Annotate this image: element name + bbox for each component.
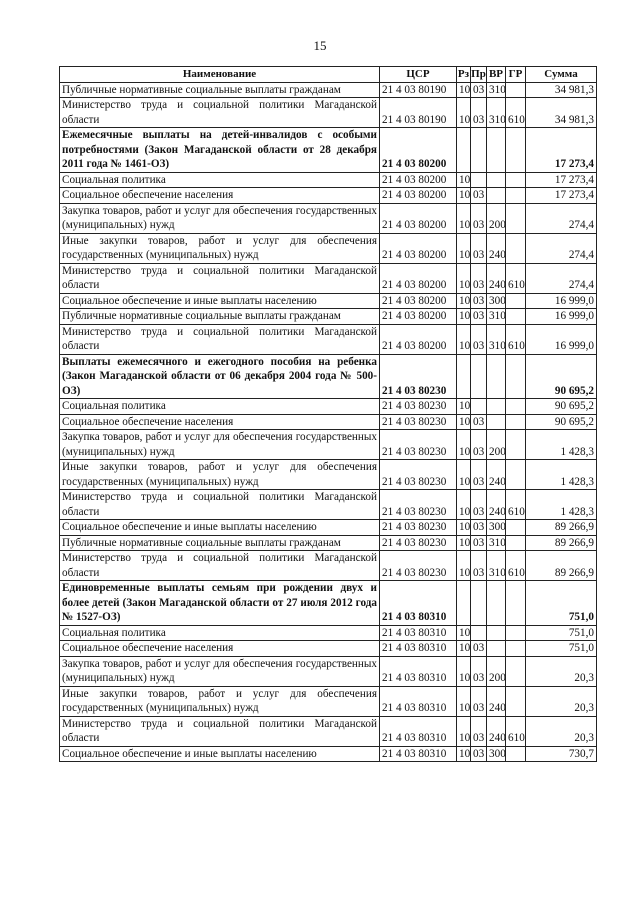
row-csr: 21 4 03 80200 [380, 293, 457, 309]
row-gr [506, 309, 526, 325]
row-vr: 200 [487, 203, 506, 233]
table-row [60, 172, 597, 188]
row-csr: 21 4 03 80310 [380, 746, 457, 762]
row-csr: 21 4 03 80310 [380, 716, 457, 746]
row-name: Социальное обеспечение и иные выплаты населению [60, 520, 380, 536]
row-name: Социальное обеспечение населения [60, 414, 380, 430]
row-name: Иные закупки товаров, работ и услуг для обеспечения государственных (муниципальных) нужд [60, 460, 380, 490]
row-sum: 16 999,0 [526, 309, 597, 325]
row-name: Министерство труда и социальной политики Магаданской области [60, 490, 380, 520]
row-csr: 21 4 03 80200 [380, 203, 457, 233]
row-csr: 21 4 03 80200 [380, 128, 457, 173]
row-gr [506, 293, 526, 309]
row-sum: 20,3 [526, 716, 597, 746]
row-rz [457, 581, 471, 626]
table-row [60, 233, 597, 263]
row-name: Социальное обеспечение населения [60, 188, 380, 204]
row-sum: 1 428,3 [526, 490, 597, 520]
row-vr: 300 [487, 746, 506, 762]
table-row [60, 354, 597, 399]
table-row [60, 414, 597, 430]
row-gr [506, 128, 526, 173]
row-pr [471, 625, 487, 641]
row-pr: 03 [471, 520, 487, 536]
row-vr [487, 128, 506, 173]
row-gr [506, 656, 526, 686]
header-sum: Сумма [526, 67, 597, 83]
row-rz: 10 [457, 641, 471, 657]
table-row [60, 399, 597, 415]
row-pr: 03 [471, 551, 487, 581]
table-row [60, 128, 597, 173]
row-sum: 1 428,3 [526, 460, 597, 490]
row-sum: 89 266,9 [526, 520, 597, 536]
row-sum: 90 695,2 [526, 399, 597, 415]
row-gr [506, 172, 526, 188]
row-pr [471, 172, 487, 188]
row-name: Иные закупки товаров, работ и услуг для обеспечения государственных (муниципальных) нужд [60, 686, 380, 716]
row-pr: 03 [471, 535, 487, 551]
row-name: Министерство труда и социальной политики Магаданской области [60, 98, 380, 128]
row-vr [487, 399, 506, 415]
row-gr [506, 746, 526, 762]
row-pr: 03 [471, 656, 487, 686]
row-csr: 21 4 03 80200 [380, 233, 457, 263]
row-pr: 03 [471, 324, 487, 354]
row-gr: 610 [506, 263, 526, 293]
row-vr: 200 [487, 656, 506, 686]
row-pr: 03 [471, 98, 487, 128]
table-row [60, 581, 597, 626]
row-gr [506, 460, 526, 490]
row-vr: 240 [487, 716, 506, 746]
row-rz: 10 [457, 188, 471, 204]
row-rz: 10 [457, 656, 471, 686]
row-sum: 751,0 [526, 581, 597, 626]
row-pr [471, 581, 487, 626]
row-sum: 751,0 [526, 625, 597, 641]
row-rz: 10 [457, 625, 471, 641]
table-row [60, 82, 597, 98]
row-pr: 03 [471, 430, 487, 460]
row-name: Министерство труда и социальной политики Магаданской области [60, 324, 380, 354]
row-vr [487, 581, 506, 626]
row-name: Социальное обеспечение и иные выплаты населению [60, 293, 380, 309]
row-rz: 10 [457, 98, 471, 128]
row-csr: 21 4 03 80230 [380, 551, 457, 581]
row-rz: 10 [457, 293, 471, 309]
row-name: Выплаты ежемесячного и ежегодного пособия на ребенка (Закон Магаданской области от 06 декабря 2004 года № 500-ОЗ) [60, 354, 380, 399]
table-row [60, 98, 597, 128]
row-sum: 274,4 [526, 233, 597, 263]
row-name: Министерство труда и социальной политики Магаданской области [60, 263, 380, 293]
row-rz: 10 [457, 551, 471, 581]
row-name: Социальная политика [60, 399, 380, 415]
row-csr: 21 4 03 80230 [380, 414, 457, 430]
row-sum: 274,4 [526, 203, 597, 233]
row-pr [471, 128, 487, 173]
table-row [60, 263, 597, 293]
row-rz: 10 [457, 203, 471, 233]
table-body [60, 82, 597, 762]
row-vr [487, 354, 506, 399]
table-row [60, 460, 597, 490]
row-vr: 300 [487, 293, 506, 309]
table-row [60, 535, 597, 551]
row-csr: 21 4 03 80190 [380, 98, 457, 128]
row-pr [471, 399, 487, 415]
row-sum: 751,0 [526, 641, 597, 657]
row-name: Публичные нормативные социальные выплаты гражданам [60, 535, 380, 551]
row-sum: 274,4 [526, 263, 597, 293]
row-pr [471, 354, 487, 399]
row-csr: 21 4 03 80230 [380, 520, 457, 536]
row-vr: 240 [487, 233, 506, 263]
row-name: Социальное обеспечение и иные выплаты населению [60, 746, 380, 762]
row-rz: 10 [457, 535, 471, 551]
table-row [60, 625, 597, 641]
row-rz: 10 [457, 414, 471, 430]
row-rz: 10 [457, 263, 471, 293]
budget-table [59, 66, 597, 762]
row-csr: 21 4 03 80200 [380, 324, 457, 354]
table-row [60, 430, 597, 460]
table-row [60, 746, 597, 762]
table-row [60, 686, 597, 716]
row-sum: 730,7 [526, 746, 597, 762]
row-name: Социальная политика [60, 172, 380, 188]
row-pr: 03 [471, 641, 487, 657]
table-row [60, 551, 597, 581]
table-row [60, 656, 597, 686]
row-pr: 03 [471, 263, 487, 293]
row-rz: 10 [457, 82, 471, 98]
row-csr: 21 4 03 80190 [380, 82, 457, 98]
row-csr: 21 4 03 80230 [380, 490, 457, 520]
row-gr: 610 [506, 716, 526, 746]
table-row [60, 309, 597, 325]
row-pr: 03 [471, 309, 487, 325]
row-vr: 310 [487, 98, 506, 128]
row-rz [457, 354, 471, 399]
row-gr [506, 399, 526, 415]
table-row [60, 641, 597, 657]
row-pr: 03 [471, 716, 487, 746]
row-csr: 21 4 03 80200 [380, 172, 457, 188]
row-gr [506, 82, 526, 98]
row-sum: 17 273,4 [526, 188, 597, 204]
row-vr [487, 625, 506, 641]
row-name: Ежемесячные выплаты на детей-инвалидов с особыми потребностями (Закон Магаданской области от 28 декабря 2011 года № 1461-ОЗ) [60, 128, 380, 173]
row-csr: 21 4 03 80200 [380, 309, 457, 325]
row-name: Публичные нормативные социальные выплаты гражданам [60, 309, 380, 325]
row-csr: 21 4 03 80310 [380, 656, 457, 686]
row-sum: 1 428,3 [526, 430, 597, 460]
row-vr: 310 [487, 551, 506, 581]
row-rz: 10 [457, 746, 471, 762]
row-csr: 21 4 03 80230 [380, 399, 457, 415]
row-gr: 610 [506, 324, 526, 354]
row-vr: 240 [487, 686, 506, 716]
row-csr: 21 4 03 80200 [380, 188, 457, 204]
row-pr: 03 [471, 233, 487, 263]
table-row [60, 716, 597, 746]
table-row [60, 490, 597, 520]
row-sum: 34 981,3 [526, 98, 597, 128]
row-pr: 03 [471, 746, 487, 762]
row-rz: 10 [457, 716, 471, 746]
row-gr [506, 641, 526, 657]
page-number: 15 [313, 38, 327, 53]
row-vr: 310 [487, 535, 506, 551]
row-csr: 21 4 03 80230 [380, 430, 457, 460]
header-csr: ЦСР [380, 67, 457, 83]
row-rz: 10 [457, 686, 471, 716]
row-csr: 21 4 03 80310 [380, 581, 457, 626]
row-gr [506, 581, 526, 626]
row-sum: 90 695,2 [526, 354, 597, 399]
row-gr [506, 535, 526, 551]
table-row [60, 188, 597, 204]
row-pr: 03 [471, 82, 487, 98]
header-rz: Рз [457, 68, 470, 80]
row-sum: 89 266,9 [526, 535, 597, 551]
header-name: Наименование [60, 67, 380, 83]
row-rz: 10 [457, 324, 471, 354]
row-sum: 17 273,4 [526, 172, 597, 188]
row-gr [506, 686, 526, 716]
row-rz: 10 [457, 172, 471, 188]
row-sum: 34 981,3 [526, 82, 597, 98]
row-csr: 21 4 03 80230 [380, 354, 457, 399]
row-sum: 20,3 [526, 686, 597, 716]
row-gr: 610 [506, 490, 526, 520]
row-gr [506, 188, 526, 204]
row-rz: 10 [457, 399, 471, 415]
row-name: Иные закупки товаров, работ и услуг для обеспечения государственных (муниципальных) нужд [60, 233, 380, 263]
row-pr: 03 [471, 203, 487, 233]
row-rz: 10 [457, 430, 471, 460]
row-pr: 03 [471, 188, 487, 204]
row-gr [506, 430, 526, 460]
row-pr: 03 [471, 460, 487, 490]
row-csr: 21 4 03 80200 [380, 263, 457, 293]
row-name: Публичные нормативные социальные выплаты гражданам [60, 82, 380, 98]
row-rz: 10 [457, 490, 471, 520]
row-vr [487, 414, 506, 430]
row-vr: 200 [487, 430, 506, 460]
row-pr: 03 [471, 414, 487, 430]
row-sum: 16 999,0 [526, 293, 597, 309]
row-csr: 21 4 03 80230 [380, 535, 457, 551]
table-header-row [60, 67, 597, 83]
table-row [60, 520, 597, 536]
row-gr [506, 203, 526, 233]
row-name: Социальное обеспечение населения [60, 641, 380, 657]
row-sum: 89 266,9 [526, 551, 597, 581]
row-csr: 21 4 03 80310 [380, 686, 457, 716]
header-vr: ВР [487, 67, 506, 83]
table-row [60, 203, 597, 233]
row-rz [457, 128, 471, 173]
row-name: Министерство труда и социальной политики Магаданской области [60, 716, 380, 746]
row-csr: 21 4 03 80310 [380, 641, 457, 657]
table-row [60, 293, 597, 309]
row-vr: 310 [487, 309, 506, 325]
row-gr: 610 [506, 98, 526, 128]
row-name: Социальная политика [60, 625, 380, 641]
row-sum: 90 695,2 [526, 414, 597, 430]
row-vr [487, 188, 506, 204]
row-csr: 21 4 03 80230 [380, 460, 457, 490]
row-sum: 17 273,4 [526, 128, 597, 173]
row-rz: 10 [457, 520, 471, 536]
row-rz: 10 [457, 233, 471, 263]
row-csr: 21 4 03 80310 [380, 625, 457, 641]
row-rz: 10 [457, 309, 471, 325]
row-gr [506, 233, 526, 263]
row-sum: 20,3 [526, 656, 597, 686]
row-name: Закупка товаров, работ и услуг для обеспечения государственных (муниципальных) нужд [60, 203, 380, 233]
header-gr: ГР [506, 67, 526, 83]
row-pr: 03 [471, 686, 487, 716]
row-vr [487, 172, 506, 188]
row-gr [506, 520, 526, 536]
row-gr: 610 [506, 551, 526, 581]
row-vr: 310 [487, 82, 506, 98]
row-vr: 240 [487, 263, 506, 293]
row-sum: 16 999,0 [526, 324, 597, 354]
row-vr: 240 [487, 460, 506, 490]
row-name: Закупка товаров, работ и услуг для обеспечения государственных (муниципальных) нужд [60, 656, 380, 686]
row-gr [506, 414, 526, 430]
header-pr: Пр [471, 68, 486, 80]
row-vr: 240 [487, 490, 506, 520]
row-name: Единовременные выплаты семьям при рождении двух и более детей (Закон Магаданской области от 27 июля 2012 года № 1527-ОЗ) [60, 581, 380, 626]
table-row [60, 324, 597, 354]
row-pr: 03 [471, 293, 487, 309]
row-rz: 10 [457, 460, 471, 490]
row-gr [506, 354, 526, 399]
row-vr: 310 [487, 324, 506, 354]
row-name: Закупка товаров, работ и услуг для обеспечения государственных (муниципальных) нужд [60, 430, 380, 460]
row-gr [506, 625, 526, 641]
row-vr: 300 [487, 520, 506, 536]
row-pr: 03 [471, 490, 487, 520]
row-name: Министерство труда и социальной политики Магаданской области [60, 551, 380, 581]
row-vr [487, 641, 506, 657]
